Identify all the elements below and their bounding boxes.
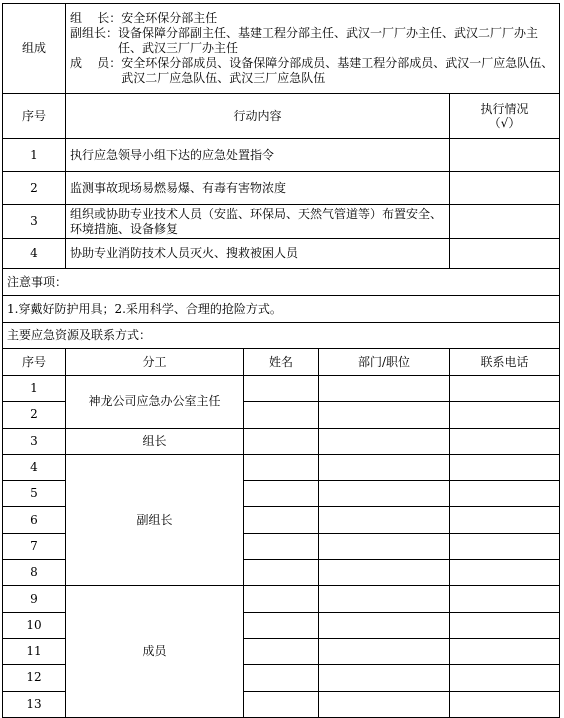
resource-division: 神龙公司应急办公室主任: [66, 376, 244, 429]
resource-seq: 10: [3, 612, 66, 638]
notes-text-row: [3, 296, 560, 323]
action-seq: 2: [3, 172, 66, 205]
resource-phone-cell[interactable]: [450, 402, 560, 428]
team-role: [70, 26, 559, 56]
resource-phone-cell[interactable]: [450, 454, 560, 480]
team-role-members: 安全环保分部成员、设备保障分部成员、基建工程分部成员、武汉一厂应急队伍、武汉二厂应急队伍、武汉三厂应急队伍: [121, 56, 554, 85]
resource-row: [3, 454, 560, 480]
resource-dept-cell[interactable]: [319, 612, 450, 638]
resource-phone-cell[interactable]: [450, 533, 560, 559]
action-row: [3, 172, 560, 205]
actions-content-header: 行动内容: [66, 94, 450, 139]
team-role-members: 安全环保分部主任: [121, 11, 218, 25]
resources-dept-header: 部门/职位: [319, 349, 450, 376]
resources-seq-header: 序号: [3, 349, 66, 376]
resource-seq: 8: [3, 560, 66, 586]
resource-seq: 1: [3, 376, 66, 402]
resource-seq: 3: [3, 428, 66, 454]
resource-phone-cell[interactable]: [450, 691, 560, 717]
resource-phone-cell[interactable]: [450, 560, 560, 586]
team-role: [70, 56, 559, 86]
resource-seq: 12: [3, 665, 66, 691]
resource-phone-cell[interactable]: [450, 638, 560, 664]
resource-seq: 5: [3, 481, 66, 507]
actions-exec-header: [450, 94, 560, 139]
exec-header-label: 执行情况: [480, 102, 529, 116]
team-role-title: 组 长：: [70, 11, 122, 25]
resources-title: 主要应急资源及联系方式：: [3, 323, 560, 349]
action-status-cell[interactable]: [450, 239, 560, 269]
resource-seq: 7: [3, 533, 66, 559]
resource-dept-cell[interactable]: [319, 428, 450, 454]
resources-phone-header: 联系电话: [450, 349, 560, 376]
response-table: [2, 3, 560, 718]
resource-row: [3, 428, 560, 454]
resource-phone-cell[interactable]: [450, 665, 560, 691]
action-status-cell[interactable]: [450, 172, 560, 205]
action-seq: 3: [3, 205, 66, 239]
resource-row: [3, 376, 560, 402]
resource-seq: 13: [3, 691, 66, 717]
action-content: 监测事故现场易燃易爆、有毒有害物浓度: [66, 172, 450, 205]
resource-division: 成员: [66, 586, 244, 717]
action-status-cell[interactable]: [450, 139, 560, 172]
resource-name-cell[interactable]: [244, 533, 319, 559]
action-seq: 4: [3, 239, 66, 269]
resources-header-row: [3, 349, 560, 376]
action-row: [3, 205, 560, 239]
team-role-title: 成 员：: [70, 56, 122, 70]
resource-phone-cell[interactable]: [450, 507, 560, 533]
notes-title-row: [3, 269, 560, 296]
resource-dept-cell[interactable]: [319, 665, 450, 691]
resource-division: 副组长: [66, 454, 244, 585]
resource-seq: 9: [3, 586, 66, 612]
action-row: [3, 139, 560, 172]
action-row: [3, 239, 560, 269]
resource-seq: 6: [3, 507, 66, 533]
resource-dept-cell[interactable]: [319, 507, 450, 533]
resources-division-header: 分工: [66, 349, 244, 376]
resource-dept-cell[interactable]: [319, 586, 450, 612]
team-role: [70, 11, 559, 26]
resource-division: 组长: [66, 428, 244, 454]
actions-seq-header: 序号: [3, 94, 66, 139]
team-role-members: 设备保障分部副主任、基建工程分部主任、武汉一厂厂办主任、武汉二厂厂办主任、武汉三厂厂办主任: [118, 26, 539, 55]
resource-dept-cell[interactable]: [319, 638, 450, 664]
action-content: 执行应急领导小组下达的应急处置指令: [66, 139, 450, 172]
resource-phone-cell[interactable]: [450, 428, 560, 454]
resource-name-cell[interactable]: [244, 402, 319, 428]
resource-name-cell[interactable]: [244, 691, 319, 717]
team-row: [3, 4, 560, 94]
emergency-response-card: [2, 3, 559, 718]
resource-name-cell[interactable]: [244, 638, 319, 664]
team-roles: [66, 4, 560, 94]
resource-phone-cell[interactable]: [450, 612, 560, 638]
action-content: 组织或协助专业技术人员（安监、环保局、天然气管道等）布置安全、环境措施、设备修复: [66, 205, 450, 239]
resource-name-cell[interactable]: [244, 454, 319, 480]
notes-text: 1.穿戴好防护用具；2.采用科学、合理的抢险方式。: [3, 296, 560, 323]
resource-name-cell[interactable]: [244, 507, 319, 533]
resources-title-row: [3, 323, 560, 349]
resource-seq: 4: [3, 454, 66, 480]
resource-name-cell[interactable]: [244, 481, 319, 507]
resource-name-cell[interactable]: [244, 665, 319, 691]
team-label: 组成: [3, 4, 66, 94]
resource-dept-cell[interactable]: [319, 376, 450, 402]
resource-name-cell[interactable]: [244, 560, 319, 586]
resource-phone-cell[interactable]: [450, 586, 560, 612]
action-status-cell[interactable]: [450, 205, 560, 239]
resource-dept-cell[interactable]: [319, 402, 450, 428]
resource-dept-cell[interactable]: [319, 560, 450, 586]
action-seq: 1: [3, 139, 66, 172]
resource-dept-cell[interactable]: [319, 691, 450, 717]
exec-header-check: （√）: [488, 116, 521, 130]
resources-name-header: 姓名: [244, 349, 319, 376]
resource-row: [3, 586, 560, 612]
resource-name-cell[interactable]: [244, 376, 319, 402]
resource-dept-cell[interactable]: [319, 481, 450, 507]
resource-dept-cell[interactable]: [319, 533, 450, 559]
actions-header-row: [3, 94, 560, 139]
team-role-title: 副组长：: [70, 26, 119, 40]
notes-title: 注意事项：: [3, 269, 560, 296]
resource-seq: 11: [3, 638, 66, 664]
resource-dept-cell[interactable]: [319, 454, 450, 480]
resource-phone-cell[interactable]: [450, 376, 560, 402]
resource-name-cell[interactable]: [244, 586, 319, 612]
resource-name-cell[interactable]: [244, 612, 319, 638]
action-content: 协助专业消防技术人员灭火、搜救被困人员: [66, 239, 450, 269]
resource-seq: 2: [3, 402, 66, 428]
resource-name-cell[interactable]: [244, 428, 319, 454]
resource-phone-cell[interactable]: [450, 481, 560, 507]
